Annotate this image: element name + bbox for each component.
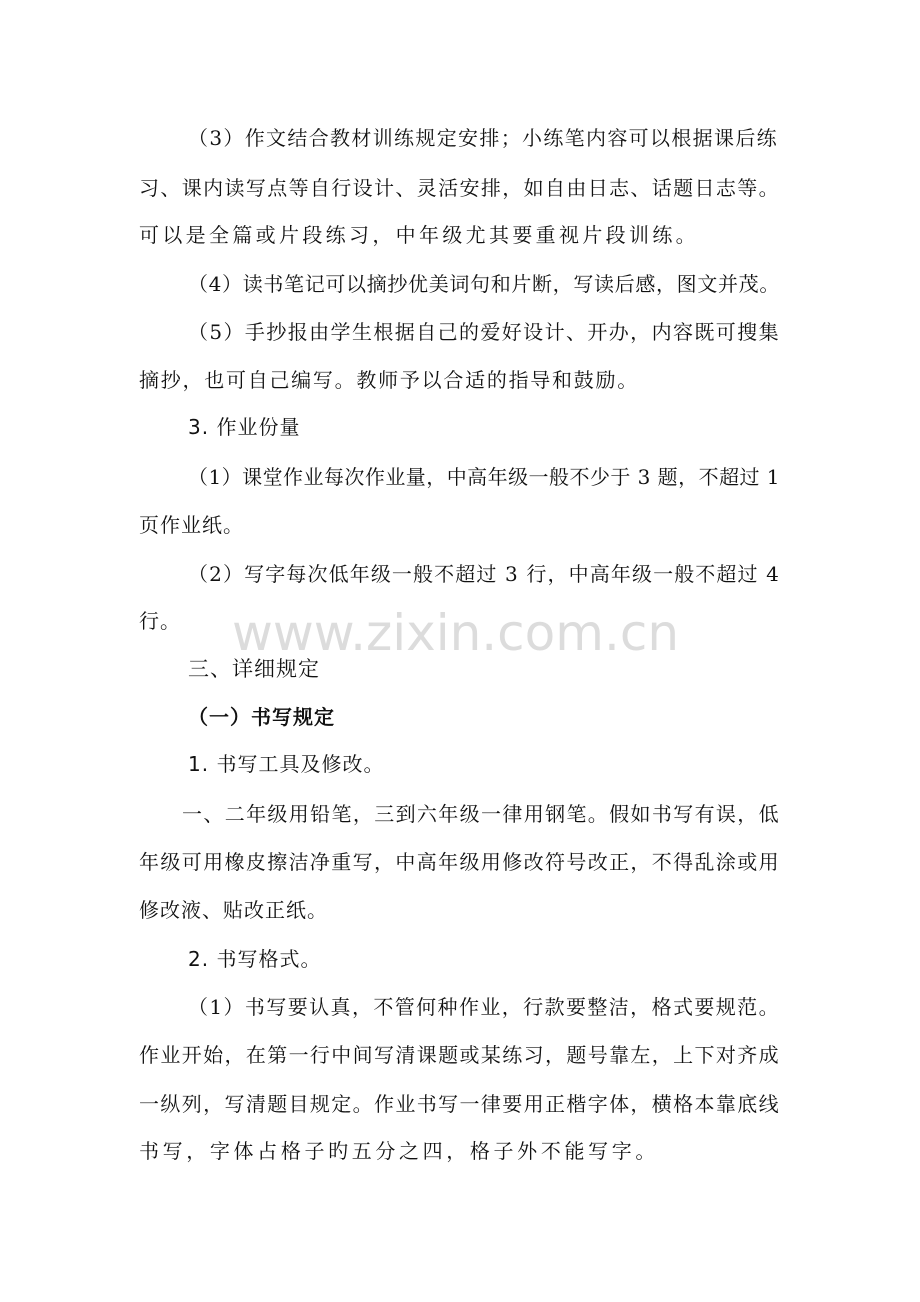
item-heading: 2. 书写格式。 — [188, 947, 322, 971]
paragraph-line: 一纵列，写清题目规定。作业书写一律要用正楷字体，横格本靠底线 — [139, 1092, 780, 1116]
paragraph-line: （1）书写要认真，不管何种作业，行款要整洁，格式要规范。 — [188, 995, 780, 1019]
item-heading: 1. 书写工具及修改。 — [188, 752, 385, 776]
watermark: www.zixin.com.cn — [232, 604, 680, 662]
paragraph-line: （3）作文结合教材训练规定安排；小练笔内容可以根据课后练 — [188, 126, 778, 150]
paragraph-line: 修改液、贴改正纸。 — [139, 898, 328, 922]
paragraph-line: （1）课堂作业每次作业量，中高年级一般不少于 3 题，不超过 1 — [188, 465, 780, 489]
paragraph-line: （2）写字每次低年级一般不超过 3 行，中高年级一般不超过 4 — [188, 562, 780, 586]
section-heading: 3. 作业份量 — [188, 415, 301, 439]
paragraph-line: 摘抄，也可自己编写。教师予以合适的指导和鼓励。 — [139, 368, 639, 392]
paragraph-line: （5）手抄报由学生根据自己的爱好设计、开办，内容既可搜集 — [188, 320, 780, 344]
paragraph-line: 年级可用橡皮擦洁净重写，中高年级用修改符号改正，不得乱涂或用 — [139, 850, 780, 874]
paragraph-line: 书写，字体占格子旳五分之四，格子外不能写字。 — [139, 1139, 659, 1163]
paragraph-line: （4）读书笔记可以摘抄优美词句和片断，写读后感，图文并茂。 — [188, 272, 780, 296]
section-heading: 三、详细规定 — [188, 657, 320, 681]
paragraph-line: 习、课内读写点等自行设计、灵活安排，如自由日志、话题日志等。 — [139, 176, 780, 200]
subsection-heading: （一）书写规定 — [188, 705, 335, 729]
paragraph-line: 行。 — [139, 609, 181, 633]
paragraph-line: 作业开始，在第一行中间写清课题或某练习，题号靠左，上下对齐成 — [139, 1043, 780, 1067]
paragraph-line: 页作业纸。 — [139, 513, 244, 537]
paragraph-line: 可以是全篇或片段练习，中年级尤其要重视片段训练。 — [139, 223, 699, 247]
paragraph-line: 一、二年级用铅笔，三到六年级一律用钢笔。假如书写有误，低 — [182, 802, 780, 826]
